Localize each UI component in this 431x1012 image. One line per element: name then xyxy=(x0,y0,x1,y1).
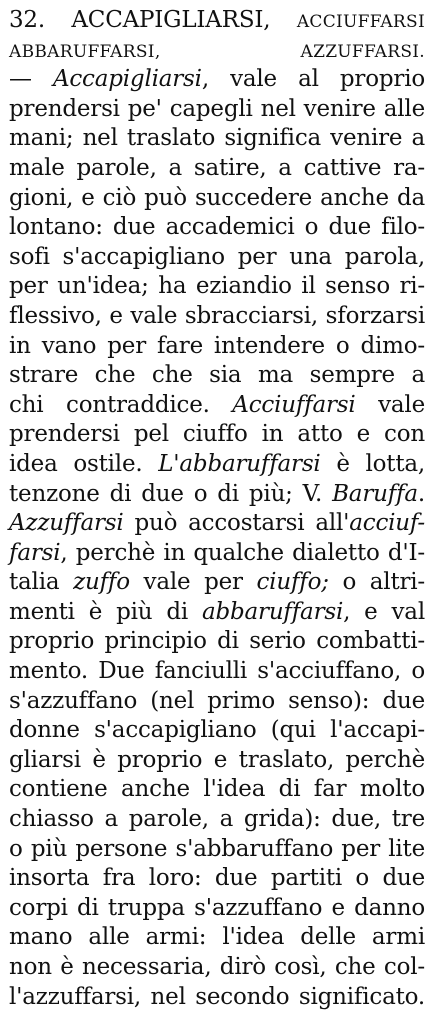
heading-separator: , xyxy=(154,41,161,62)
text-line xyxy=(9,746,425,776)
text-line xyxy=(9,716,425,746)
text-segment: o più persone s'abbaruffano per lite xyxy=(9,835,425,862)
text-line xyxy=(9,95,425,125)
text-line xyxy=(9,805,425,835)
text-segment: corpi di truppa s'azzuffano e danno xyxy=(9,894,425,921)
text-segment: insorta fra loro: due partiti o due xyxy=(9,865,425,892)
text-segment: o altri- xyxy=(328,569,426,596)
text-segment: donne s'accapigliano (qui l'accapi- xyxy=(9,717,425,744)
text-segment: gioni, e ciò può succedere anche da xyxy=(9,184,425,211)
text-segment: s'azzuffano (nel primo senso): due xyxy=(9,687,425,714)
text-segment: mani; nel traslato significa venire a xyxy=(9,125,425,152)
text-segment: tenzone di due o di più; V. xyxy=(9,480,333,507)
text-line xyxy=(9,539,425,569)
entry-heading-continued xyxy=(9,36,425,66)
text-line xyxy=(9,213,425,243)
text-line xyxy=(9,124,425,154)
heading-period: . xyxy=(419,41,425,62)
text-segment: , perchè in qualche dialetto d'I- xyxy=(60,539,425,566)
text-segment: prendersi pe' capegli nel venire alle xyxy=(9,95,425,122)
text-line xyxy=(9,953,425,983)
text-line xyxy=(9,657,425,687)
text-segment: sofi s'accapigliano per una parola, xyxy=(9,243,425,270)
heading-separator: , xyxy=(263,7,271,33)
text-line xyxy=(9,184,425,214)
text-line xyxy=(9,894,425,924)
italic-term: Acciuffarsi xyxy=(232,391,356,418)
text-segment: prendersi pel ciuffo in atto e con xyxy=(9,421,425,448)
text-segment: mano alle armi: l'idea delle armi xyxy=(9,924,425,951)
text-segment: non è necessaria, dirò così, che col- xyxy=(9,954,425,980)
text-line xyxy=(9,272,425,302)
text-line xyxy=(9,65,425,95)
text-line xyxy=(9,450,425,480)
italic-term: Accapigliarsi xyxy=(52,66,202,93)
text-line xyxy=(9,775,425,805)
text-line xyxy=(9,598,425,628)
text-line xyxy=(9,627,425,657)
text-segment: idea ostile. xyxy=(9,450,159,477)
text-line xyxy=(9,983,425,1012)
text-segment: per un'idea; ha eziandio il senso ri- xyxy=(9,273,425,300)
text-line xyxy=(9,923,425,953)
text-line xyxy=(9,243,425,273)
entry-synonym: ACCIUFFARSI xyxy=(296,12,425,32)
entry-heading xyxy=(9,6,425,36)
italic-term: L'abbaruffarsi xyxy=(158,450,321,477)
text-segment: vale xyxy=(355,391,425,418)
text-line xyxy=(9,568,425,598)
entry-body xyxy=(9,65,425,1012)
text-segment: proprio principio di serio combatti- xyxy=(9,628,425,655)
italic-term: abbaruffarsi xyxy=(201,598,344,625)
text-segment: flessivo, e vale sbracciarsi, sforzarsi xyxy=(9,302,425,329)
text-line xyxy=(9,480,425,510)
text-segment: , vale al proprio xyxy=(201,66,425,93)
text-segment: talia xyxy=(9,569,74,596)
text-line xyxy=(9,332,425,362)
dictionary-entry xyxy=(9,6,425,1012)
text-segment: gliarsi è proprio e traslato, perchè xyxy=(9,746,425,773)
text-segment: menti è più di xyxy=(9,598,202,625)
text-segment: contiene anche l'idea di far molto xyxy=(9,776,425,803)
text-segment: — xyxy=(9,66,53,93)
text-line xyxy=(9,154,425,184)
italic-term: Azzuffarsi xyxy=(9,510,124,537)
text-line xyxy=(9,391,425,421)
text-segment: male parole, a satire, a cattive ra- xyxy=(9,154,425,181)
text-segment: lontano: due accademici o due filo- xyxy=(9,214,425,241)
text-segment: l'azzuffarsi, nel secondo significato. xyxy=(9,983,425,1010)
italic-term: Baruffa xyxy=(332,480,418,507)
entry-synonym: ABBARUFFARSI xyxy=(9,41,155,62)
text-line xyxy=(9,687,425,717)
text-segment: chiasso a parole, a grida): due, tre xyxy=(9,806,425,833)
text-segment: in vano per fare intendere o dimo- xyxy=(9,332,425,359)
text-line xyxy=(9,361,425,391)
text-segment: . xyxy=(417,480,425,507)
text-segment: è lotta, xyxy=(320,450,425,477)
text-segment: può accostarsi all' xyxy=(123,510,350,537)
text-segment: strare che che sia ma sempre a xyxy=(9,362,425,389)
text-line xyxy=(9,420,425,450)
italic-term: farsi xyxy=(9,539,61,566)
entry-number: 32. xyxy=(9,7,45,33)
text-segment: vale per xyxy=(129,569,257,596)
italic-term: zuffo xyxy=(73,569,130,596)
text-segment: chi contraddice. xyxy=(9,391,233,418)
text-line xyxy=(9,864,425,894)
text-line xyxy=(9,509,425,539)
entry-headword: ACCAPIGLIARSI xyxy=(71,7,264,33)
text-segment: , e val xyxy=(343,598,425,625)
text-segment: mento. Due fanciulli s'acciuffano, o xyxy=(9,658,425,685)
italic-term: acciuf- xyxy=(349,510,425,537)
entry-synonym: AZZUFFARSI xyxy=(300,41,420,62)
text-line xyxy=(9,302,425,332)
italic-term: ciuffo; xyxy=(256,569,329,596)
text-line xyxy=(9,835,425,865)
